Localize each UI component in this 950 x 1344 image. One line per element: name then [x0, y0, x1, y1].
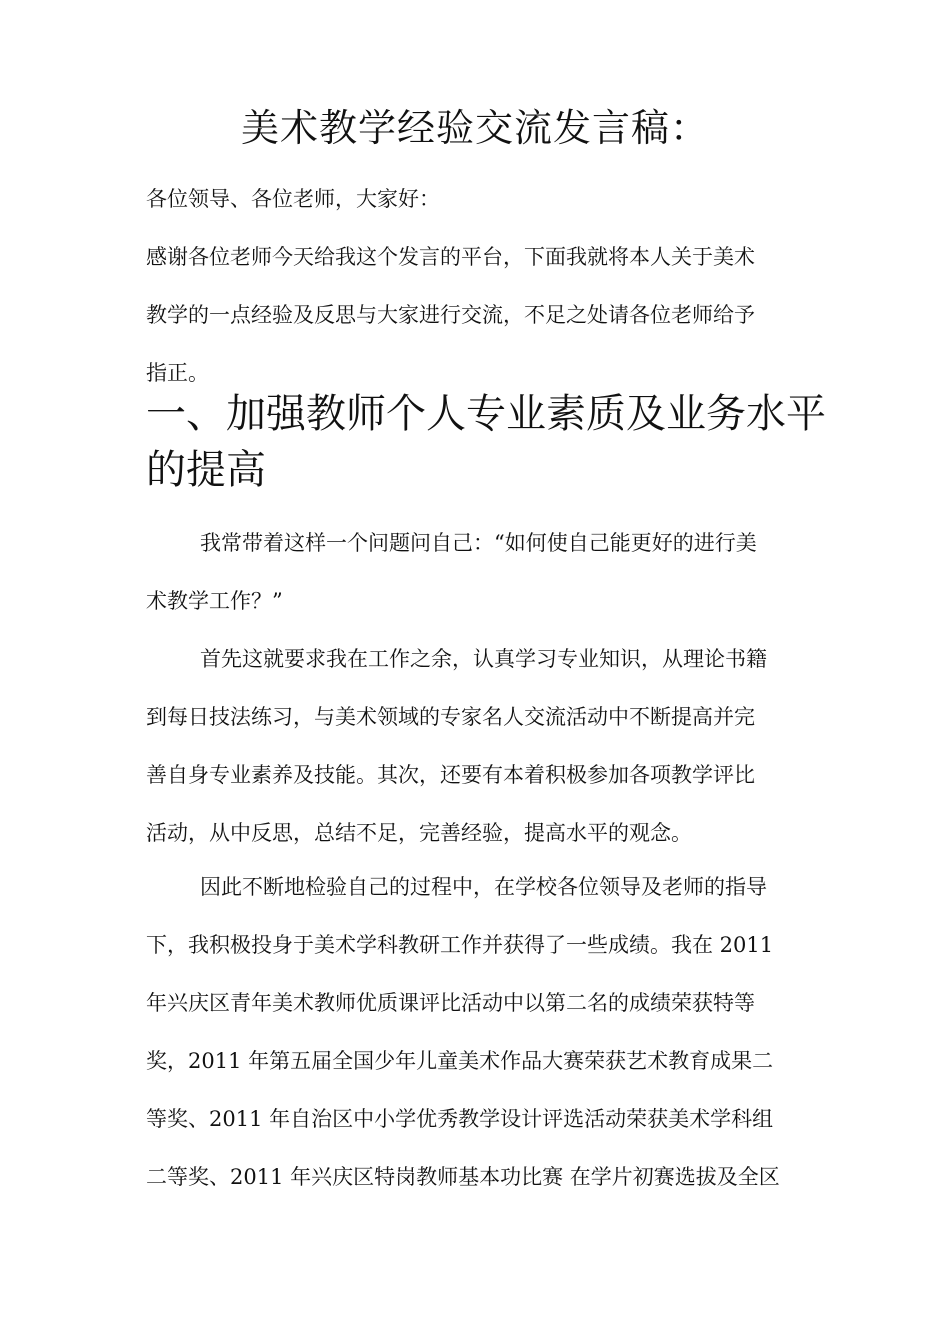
paragraph-1 [146, 514, 806, 630]
text-line: 下，我积极投身于美术学科教研工作并获得了一些成绩。我在 2011 [146, 933, 774, 957]
text-line: 奖，2011 年第五届全国少年儿童美术作品大赛荣获艺术教育成果二 [146, 1049, 774, 1073]
heading-line: 一、加强教师个人专业素质及业务水平 [146, 391, 826, 437]
text-line: 术教学工作？” [146, 589, 283, 613]
text-line: 指正。 [146, 361, 209, 385]
text-line: 活动，从中反思，总结不足，完善经验，提高水平的观念。 [146, 821, 692, 845]
text-line: 到每日技法练习，与美术领域的专家名人交流活动中不断提高并完 [146, 705, 755, 729]
section-heading [146, 386, 826, 498]
text-line: 我常带着这样一个问题问自己：“如何使自己能更好的进行美 [200, 531, 757, 555]
heading-line: 的提高 [146, 447, 266, 493]
text-line: 二等奖、2011 年兴庆区特岗教师基本功比赛 在学片初赛选拔及全区 [146, 1165, 780, 1189]
text-line: 感谢各位老师今天给我这个发言的平台，下面我就将本人关于美术 [146, 245, 755, 269]
paragraph-3 [146, 858, 806, 1206]
text-line: 因此不断地检验自己的过程中，在学校各位领导及老师的指导 [200, 875, 767, 899]
text-line: 年兴庆区青年美术教师优质课评比活动中以第二名的成绩荣获特等 [146, 991, 755, 1015]
greeting-line: 各位领导、各位老师，大家好： [146, 187, 440, 211]
greeting [146, 170, 806, 228]
intro-paragraph [146, 228, 806, 402]
document-title: 美术教学经验交流发言稿： [240, 106, 709, 150]
text-line: 等奖、2011 年自治区中小学优秀教学设计评选活动荣获美术学科组 [146, 1107, 774, 1131]
paragraph-2 [146, 630, 806, 862]
text-line: 首先这就要求我在工作之余，认真学习专业知识，从理论书籍 [200, 647, 767, 671]
text-line: 善自身专业素养及技能。其次，还要有本着积极参加各项教学评比 [146, 763, 755, 787]
text-line: 教学的一点经验及反思与大家进行交流，不足之处请各位老师给予 [146, 303, 755, 327]
